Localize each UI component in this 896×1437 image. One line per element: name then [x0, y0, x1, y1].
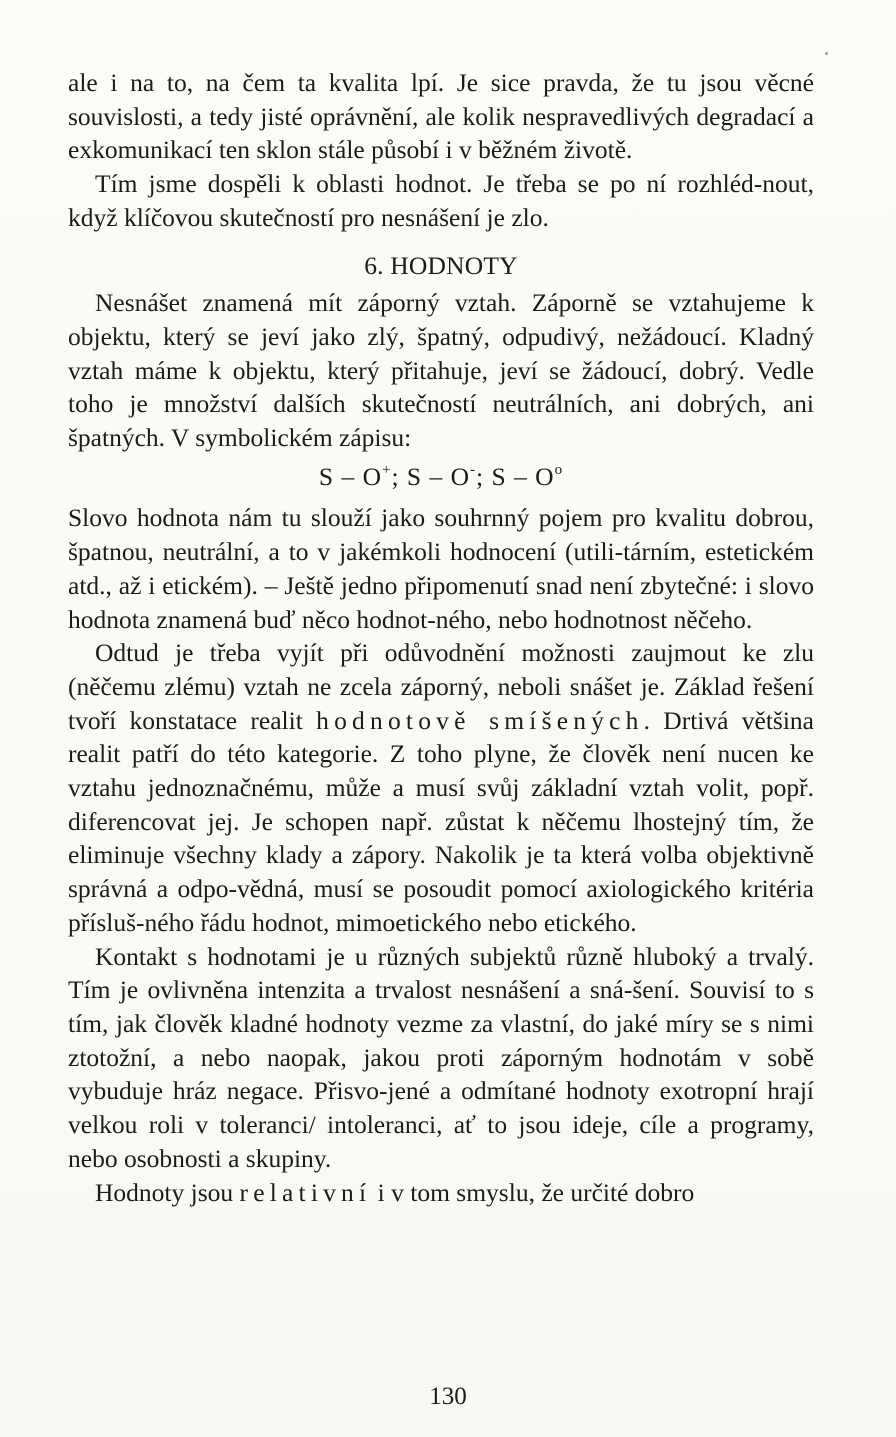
formula-part: S – O [318, 461, 382, 491]
paragraph-values-intro: Tím jsme dospěli k oblasti hodnot. Je třeba se po ní rozhléd-nout, když klíčovou skutečností pro nesnášení je zlo. [68, 169, 814, 232]
formula-sup-minus: - [470, 461, 477, 478]
text-run: Odtud je třeba vyjít při odůvodnění možnosti zaujmout ke zlu (něčemu zlému) vztah ne zcela záporný, neboli snášet je. Základ řešení tvoří konstatace realit [68, 638, 814, 735]
emphasized-text: hodnotově smíšených [316, 705, 644, 735]
paragraph-word-value: Slovo hodnota nám tu slouží jako souhrnný pojem pro kvalitu dobrou, špatnou, neutrální, a to v jakémkoli hodnocení (utili-tárním, estetickém atd., až i etickém). – Ještě jedno připomenutí snad není zbytečné: i slovo hodnota znamená buď něco hodnot-ného, nebo hodnotnost něčeho. [68, 503, 814, 634]
formula-sup-zero: o [554, 461, 564, 478]
paragraph-contact-with-values: Kontakt s hodnotami je u různých subjektů různě hluboký a trvalý. Tím je ovlivněna intenzita a trvalost nesnášení a sná-šení. Souvisí to s tím, jak člověk kladné hodnoty vezme za vlastní, do jaké míry se s nimi ztotožní, a nebo naopak, jakou proti záporným hodnotám v sobě vybuduje hráz negace. Přisvo-jené a odmítané hodnoty exotropní hrají velkou roli v toleranci/ intoleranci, ať to jsou ideje, cíle a programy, nebo osobnosti a skupiny. [68, 941, 814, 1173]
formula-sup-plus: + [382, 461, 392, 478]
text-run: Hodnoty jsou [95, 1177, 240, 1207]
paragraph-negative-relation: Nesnášet znamená mít záporný vztah. Záporně se vztahujeme k objektu, který se jeví jako zlý, špatný, odpudivý, nežádoucí. Kladný vztah máme k objektu, který přitahuje, jeví se žádoucí, dobrý. Vedle toho je množství dalších skutečností neutrálních, ani dobrých, ani špatných. V symbolickém zápisu: [68, 288, 814, 453]
paragraph-continuation: ale i na to, na čem ta kvalita lpí. Je sice pravda, že tu jsou věcné souvislosti, a tedy jisté oprávnění, ale kolik nespravedlivých degradací a exkomunikací ten sklon stále působí i v běžném životě. [68, 68, 814, 165]
text-run: i v tom smyslu, že určité dobro [371, 1177, 695, 1207]
paragraph-mixed-realities [68, 636, 814, 939]
paper-speck [825, 52, 828, 55]
text-run: . Drtivá většina realit patří do této kategorie. Z toho plyne, že člověk není nucen ke vztahu jednoznačnému, může a musí svůj základní vztah volit, popř. diferencovat jej. Je schopen např. zůstat k něčemu lhostejný tím, že eliminuje všechny klady a zápory. Nakolik je ta která volba objektivně správná a odpo-vědná, musí se posoudit pomocí axiologického kritéria přísluš-ného řádu hodnot, mimoetického nebo etického. [68, 705, 814, 937]
paragraph-relative-values [68, 1176, 814, 1210]
page-body [68, 66, 814, 1209]
section-heading: 6. HODNOTY [364, 250, 518, 280]
page-number: 130 [429, 1383, 467, 1410]
emphasized-text: relativní [239, 1177, 372, 1207]
symbolic-formula [68, 460, 814, 494]
formula-part: ; S – O [476, 461, 555, 491]
formula-part: ; S – O [391, 461, 471, 491]
